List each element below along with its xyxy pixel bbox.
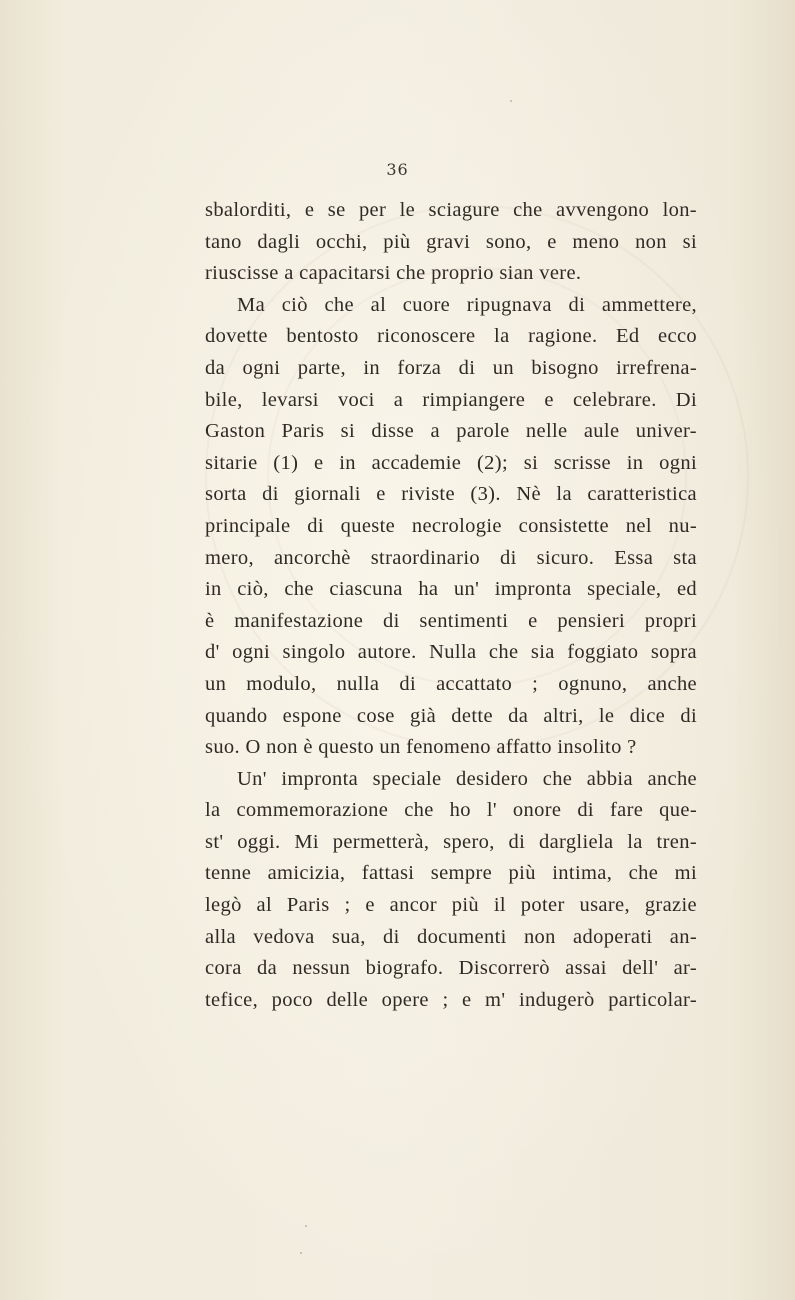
text-line: cora da nessun biografo. Discorrerò assai dell' ar-: [205, 957, 697, 980]
text-line: è manifestazione di sentimenti e pensieri propri: [205, 609, 697, 632]
text-line: la commemorazione che ho l' onore di fare que-: [205, 799, 697, 822]
text-line: dovette bentosto riconoscere la ragione. Ed ecco: [205, 325, 697, 348]
text-line: quando espone cose già dette da altri, le dice di: [205, 704, 697, 727]
text-line: bile, levarsi voci a rimpiangere e celebrare. Di: [205, 388, 697, 411]
text-line: mero, ancorchè straordinario di sicuro. Essa sta: [205, 546, 697, 569]
text-line: principale di queste necrologie consistette nel nu-: [205, 514, 697, 537]
text-line: Gaston Paris si disse a parole nelle aule univer-: [205, 420, 697, 443]
body-text: [205, 195, 697, 1016]
text-line: suo. O non è questo un fenomeno affatto insolito ?: [205, 736, 637, 759]
text-line: legò al Paris ; e ancor più il poter usare, grazie: [205, 894, 697, 917]
text-line: da ogni parte, in forza di un bisogno irrefrena-: [205, 356, 697, 379]
text-line: Un' impronta speciale desidero che abbia anche: [237, 767, 697, 790]
text-line: tano dagli occhi, più gravi sono, e meno non si: [205, 230, 697, 253]
text-line: un modulo, nulla di accattato ; ognuno, anche: [205, 672, 697, 695]
text-line: tefice, poco delle opere ; e m' indugerò particolar-: [205, 988, 697, 1011]
text-line: alla vedova sua, di documenti non adoperati an-: [205, 925, 697, 948]
text-line: Ma ciò che al cuore ripugnava di ammettere,: [237, 293, 697, 316]
text-line: sorta di giornali e riviste (3). Nè la caratteristica: [205, 483, 697, 506]
text-line: in ciò, che ciascuna ha un' impronta speciale, ed: [205, 578, 697, 601]
text-line: tenne amicizia, fattasi sempre più intima, che mi: [205, 862, 697, 885]
paper-speck: [300, 1252, 302, 1254]
text-line: st' oggi. Mi permetterà, spero, di dargliela la tren-: [205, 830, 697, 853]
paper-speck: [305, 1225, 307, 1227]
text-line: riuscisse a capacitarsi che proprio sian vere.: [205, 262, 582, 285]
paper-speck: [510, 100, 512, 102]
text-line: sitarie (1) e in accademie (2); si scrisse in ogni: [205, 451, 697, 474]
text-line: d' ogni singolo autore. Nulla che sia foggiato sopra: [205, 641, 697, 664]
page-number: 36: [386, 160, 409, 179]
text-line: sbalorditi, e se per le sciagure che avvengono lon-: [205, 199, 697, 221]
